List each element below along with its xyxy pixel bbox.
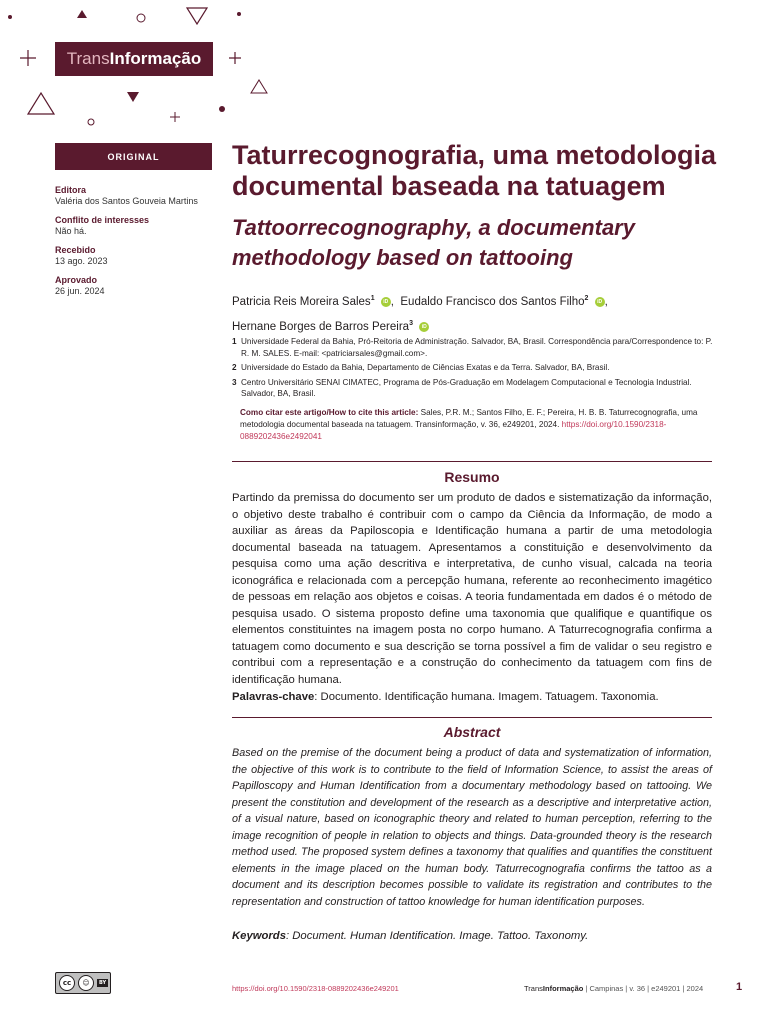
- article-title: Taturrecognografia, uma metodologia documental baseada na tatuagem: [232, 140, 717, 201]
- divider: [232, 461, 712, 462]
- deco-triangle-outline-icon: [251, 80, 267, 93]
- deco-triangle-icon: [77, 10, 87, 18]
- approved-value: 26 jun. 2024: [55, 286, 105, 296]
- deco-plus-icon: [20, 50, 36, 66]
- affiliation-number: 1: [232, 337, 237, 346]
- conflict-block: [55, 215, 212, 237]
- resumo-heading: Resumo: [444, 469, 500, 485]
- editor-value: Valéria dos Santos Gouveia Martins: [55, 196, 198, 206]
- approved-label: Aprovado: [55, 275, 98, 285]
- affiliation-text: Centro Universitário SENAI CIMATEC, Programa de Pós-Graduação em Modelagem Computacional e Tecnologia Industrial. Salvador, BA, Brasil.: [241, 377, 692, 398]
- conflict-label: Conflito de interesses: [55, 215, 150, 225]
- deco-plus-icon: [229, 52, 241, 64]
- abstract-heading: Abstract: [443, 724, 501, 740]
- deco-dot-icon: [237, 12, 241, 16]
- article-type-badge: ORIGINAL: [55, 143, 212, 170]
- affiliation-item: [232, 336, 714, 359]
- deco-triangle-outline-icon: [187, 8, 207, 24]
- affiliations: [232, 336, 714, 403]
- logo-info: Informação: [109, 49, 202, 68]
- how-to-cite: [240, 407, 714, 442]
- received-block: [55, 245, 212, 267]
- cc-icon: cc: [59, 975, 75, 991]
- footer-doi-link[interactable]: https://doi.org/10.1590/2318-0889202436e249201: [232, 984, 399, 993]
- attribution-icon: ☺: [78, 975, 94, 991]
- author-sup: 2: [584, 295, 589, 302]
- footer-info: Informação: [542, 984, 584, 993]
- deco-triangle-outline-icon: [28, 93, 54, 114]
- deco-plus-icon: [170, 112, 180, 122]
- received-label: Recebido: [55, 245, 96, 255]
- author-name: Hernane Borges de Barros Pereira: [232, 320, 410, 333]
- author-name: Patricia Reis Moreira Sales: [232, 295, 371, 308]
- article-subtitle: Tattoorrecognography, a documentary methodology based on tattooing: [232, 215, 635, 270]
- footer-journal-name: [524, 984, 583, 993]
- keywords-text: : Documento. Identificação humana. Imagem. Tatuagem. Taxonomia.: [314, 691, 659, 703]
- editor-block: [55, 185, 212, 207]
- received-value: 13 ago. 2023: [55, 256, 108, 266]
- logo-trans: Trans: [66, 49, 110, 68]
- abstract-keywords: [232, 930, 712, 942]
- author-sup: 1: [370, 295, 375, 302]
- deco-circle-outline-icon: [88, 119, 94, 125]
- keywords-label: Palavras-chave: [232, 691, 315, 703]
- deco-triangle-icon: [127, 92, 139, 102]
- cc-license-badge[interactable]: [55, 972, 111, 994]
- footer-meta: | Campinas | v. 36 | e249201 | 2024: [583, 984, 704, 993]
- affiliation-text: Universidade do Estado da Bahia, Departamento de Ciências Exatas e da Terra. Salvador, BA, Brasil.: [241, 363, 610, 372]
- authors: Patricia Reis Moreira Sales$^1$ iD , Eudaldo Francisco dos Santos Filho$^2$ iD , Hernane Borges de Barros Pereira$^3$ iD: [232, 295, 608, 333]
- author-name: Eudaldo Francisco dos Santos Filho: [400, 295, 585, 308]
- author-sup: 3: [409, 319, 413, 327]
- conflict-value: Não há.: [55, 226, 87, 236]
- affiliation-number: 2: [232, 363, 237, 372]
- keywords-label: Keywords: [232, 930, 286, 942]
- deco-dot-icon: [8, 15, 12, 19]
- approved-block: [55, 275, 212, 297]
- orcid-icon[interactable]: iD: [381, 297, 391, 307]
- cite-doi-link[interactable]: https://doi.org/10.1590/2318-0889202436e2492041: [240, 419, 667, 441]
- cc-by-label: BY: [99, 980, 107, 986]
- keywords-text: : Document. Human Identification. Image. Tattoo. Taxonomy.: [286, 930, 589, 942]
- affiliation-item: [232, 377, 714, 400]
- page-number: 1: [736, 981, 743, 993]
- deco-dot-icon: [219, 106, 225, 112]
- affiliation-item: [232, 362, 714, 374]
- resumo-keywords: [232, 691, 712, 703]
- cite-label: Como citar este artigo/How to cite this article:: [240, 408, 419, 417]
- orcid-icon[interactable]: iD: [419, 322, 429, 332]
- orcid-icon[interactable]: iD: [595, 297, 605, 307]
- editor-label: Editora: [55, 185, 87, 195]
- footer-journal-info: [524, 984, 703, 993]
- abstract-text: Based on the premise of the document being a product of data and systematization of information, the objective of this work is to contribute to the field of Information Science, to assist the areas of Papilloscopy and Human Identification from a documentary methodology based on tattooing. We present the constitution and development of the research as a descriptive and interpretative action, of a visual nature, based on iconographic theory and related to human perception, referring to the image recognition of people in relation to objects and things. Data-grounded theory is the research method used. The proposed system defines a taxonomy that qualifies and quantifies the constituent elements in the image placed on the human body. Taturrecognografia confirms the tattoo as a document and its description becomes possible to validate its registration and contributes to the representation and construction of tattoo knowledge for human identification purposes.: [232, 747, 712, 908]
- affiliation-text: Universidade Federal da Bahia, Pró-Reitoria de Administração. Salvador, BA, Brasil. Correspondência para/Correspondence to: P. R. M. SALES. E-mail: <patriciarsales@gmail.com>.: [241, 337, 713, 358]
- affiliation-number: 3: [232, 377, 237, 387]
- journal-logo: [55, 42, 213, 76]
- deco-circle-outline-icon: [137, 14, 145, 22]
- footer-trans: Trans: [524, 984, 543, 993]
- resumo-text: Partindo da premissa do documento ser um produto de dados e sistematização da informação, o objetivo deste trabalho é contribuir com o campo da Ciência da Informação, de modo a auxiliar as áreas da Papiloscopia e Identificação humana a partir de uma metodologia documental baseada na tatuagem. Apresentamos a constituição e desenvolvimento da pesquisa como uma ação descritiva e interpretativa, de cunho visual, calcada na teoria iconográfica e relacionada com a percepção humana, referente ao reconhecimento imagético de pessoas em relação aos objetos e coisas. A teoria fundamentada em dados é o método de pesquisa usado. O sistema proposto define uma taxonomia que qualifique e quantifique os elementos constituintes na imagem posta no corpo humano. A Taturrecognografia confirma a tatuagem como documento e sua descrição se torna possível a fim de validar o seu registro e contribui com a representação e a construção do conhecimento da tatuagem com fins de identificação humana.: [232, 492, 712, 686]
- divider: [232, 717, 712, 718]
- cite-text: Sales, P.R. M.; Santos Filho, E. F.; Pereira, H. B. B. Taturrecognografia, uma metodologia documental baseada na tatuagem. Transinformação, v. 36, e249201, 2024.: [240, 408, 698, 429]
